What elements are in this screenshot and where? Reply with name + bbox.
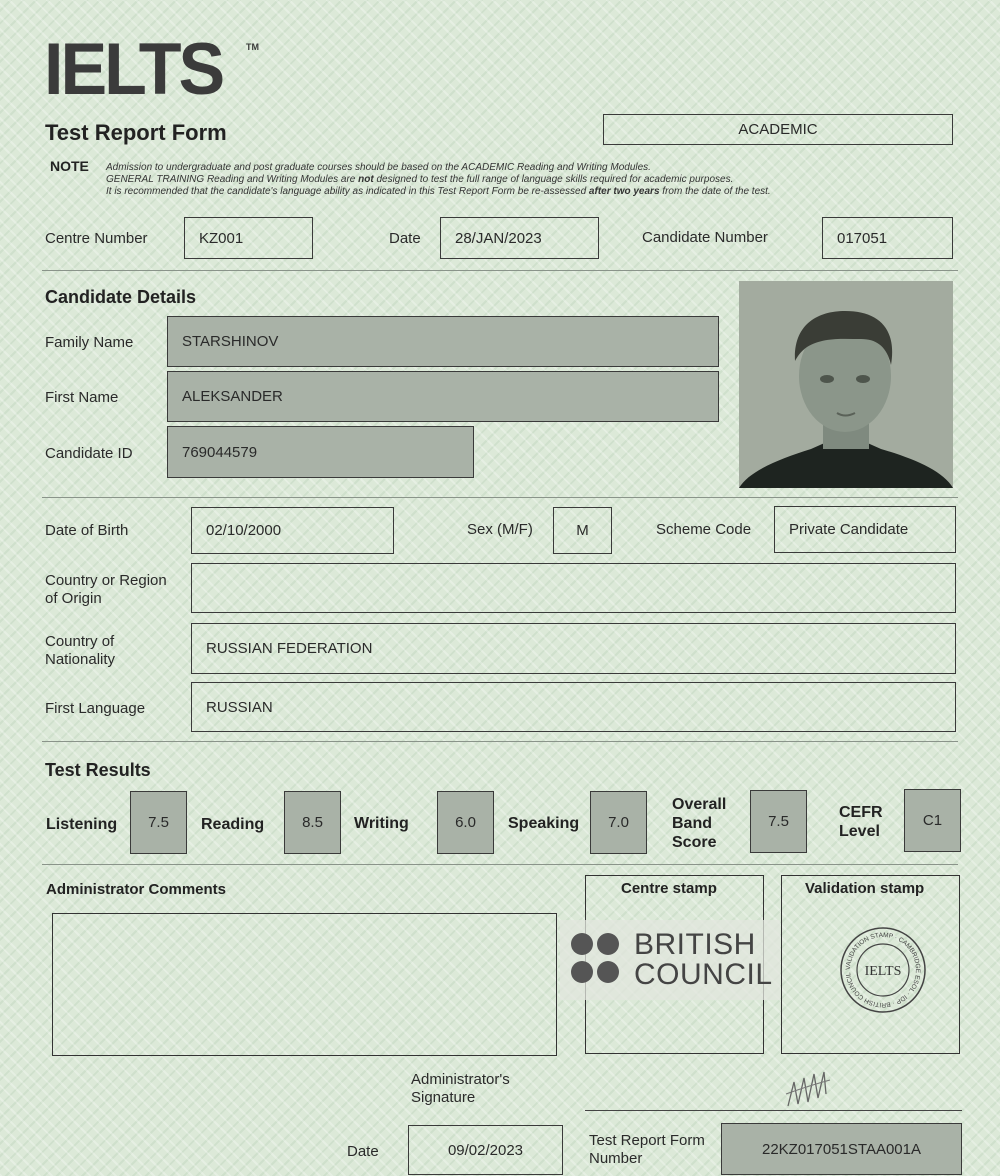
seal-center-text: IELTS (864, 964, 902, 979)
centre-number-field: KZ001 (184, 217, 313, 259)
admin-signature-label-2: Signature (411, 1089, 476, 1106)
writing-score: 6.0 (437, 791, 494, 854)
note-line-1: Admission to undergraduate and post graduate courses should be based on the ACADEMIC Reading and Writing Modules. (106, 162, 651, 173)
british-council-wordmark (634, 930, 773, 990)
reading-score: 8.5 (284, 791, 341, 854)
first-name-field: ALEKSANDER (167, 371, 719, 422)
divider-2 (42, 497, 958, 498)
signature-line (585, 1110, 962, 1111)
ielts-logo (44, 30, 222, 108)
divider-4 (42, 864, 958, 865)
sex-field: M (553, 507, 612, 554)
trademark-mark: TM (246, 42, 259, 52)
family-name-field: STARSHINOV (167, 316, 719, 367)
listening-label: Listening (46, 816, 118, 833)
note-line-3 (106, 186, 771, 198)
first-language-field: RUSSIAN (191, 682, 956, 732)
ielts-logo-text: IELTS (44, 28, 223, 110)
admin-comments-label: Administrator Comments (46, 881, 227, 898)
issue-date-label: Date (347, 1143, 379, 1160)
note-text (106, 162, 771, 198)
candidate-id-label: Candidate ID (45, 445, 133, 462)
note-line-2c: designed to test the full range of language skills required for academic purposes. (373, 174, 734, 185)
date-label: Date (389, 230, 421, 247)
country-origin-label (45, 572, 167, 608)
country-origin-label-1: Country or Region (45, 572, 167, 589)
british-council-line-1: BRITISH (634, 928, 756, 961)
note-line-3b: after two years (588, 186, 660, 197)
note-line-2a: GENERAL TRAINING Reading and Writing Modules are (106, 174, 359, 185)
note-line-3a: It is recommended that the candidate's language ability as indicated in this Test Report Form be re-assessed (106, 186, 589, 197)
cefr-label-1: CEFR (839, 804, 883, 821)
centre-stamp-label: Centre stamp (621, 880, 717, 897)
overall-label-2: Band (672, 815, 712, 832)
trf-label-1: Test Report Form (589, 1132, 705, 1149)
overall-label-3: Score (672, 834, 717, 851)
trf-label-2: Number (589, 1150, 643, 1167)
nationality-label (45, 633, 115, 669)
candidate-id-field: 769044579 (167, 426, 474, 478)
admin-signature-label-1: Administrator's (411, 1071, 510, 1088)
candidate-details-heading: Candidate Details (45, 287, 197, 307)
candidate-photo (739, 281, 953, 488)
writing-label: Writing (354, 815, 409, 832)
note-label: NOTE (50, 158, 89, 174)
british-council-dots-icon (568, 928, 632, 992)
speaking-score: 7.0 (590, 791, 647, 854)
country-origin-label-2: of Origin (45, 590, 102, 607)
validation-stamp-label: Validation stamp (805, 880, 925, 897)
overall-label-1: Overall (672, 796, 727, 813)
validation-seal-icon (838, 925, 928, 1015)
sex-label: Sex (M/F) (467, 521, 533, 538)
candidate-photo-image (739, 281, 953, 488)
overall-band-label (672, 795, 726, 852)
issue-date-field: 09/02/2023 (408, 1125, 563, 1175)
candidate-number-field: 017051 (822, 217, 953, 259)
country-origin-field (191, 563, 956, 613)
cefr-label (839, 803, 883, 841)
nationality-label-1: Country of (45, 633, 115, 650)
module-box: ACADEMIC (603, 114, 953, 145)
nationality-field: RUSSIAN FEDERATION (191, 623, 956, 674)
validation-seal (838, 925, 928, 1015)
nationality-label-2: Nationality (45, 651, 116, 668)
note-line-3c: from the date of the test. (659, 186, 771, 197)
cefr-level: C1 (904, 789, 961, 852)
cefr-label-2: Level (839, 823, 880, 840)
first-name-label: First Name (45, 389, 119, 406)
listening-score: 7.5 (130, 791, 187, 854)
trf-number-label (589, 1132, 705, 1168)
divider-3 (42, 741, 958, 742)
divider-1 (42, 270, 958, 271)
centre-number-label: Centre Number (45, 230, 148, 247)
speaking-label: Speaking (508, 815, 580, 832)
signature-scribble-icon (778, 1064, 838, 1114)
seal-ring-text: VALIDATION STAMP · CAMBRIDGE ESOL · IDP · BRITISH COUNCIL (844, 931, 922, 1009)
family-name-label: Family Name (45, 334, 134, 351)
test-results-heading: Test Results (45, 760, 151, 780)
scheme-code-field: Private Candidate (774, 506, 956, 553)
note-line-2 (106, 174, 771, 186)
overall-band-score: 7.5 (750, 790, 807, 853)
british-council-stamp (560, 920, 780, 1000)
dob-label: Date of Birth (45, 522, 129, 539)
page-title: Test Report Form (45, 120, 227, 145)
british-council-line-2: COUNCIL (634, 958, 773, 991)
dob-field: 02/10/2000 (191, 507, 394, 554)
test-date-field: 28/JAN/2023 (440, 217, 599, 259)
trf-number-field: 22KZ017051STAA001A (721, 1123, 962, 1175)
scheme-code-label: Scheme Code (656, 521, 752, 538)
note-line-2b: not (358, 174, 374, 185)
admin-comments-box (52, 913, 557, 1056)
first-language-label: First Language (45, 700, 146, 717)
candidate-number-label: Candidate Number (642, 229, 768, 246)
reading-label: Reading (201, 816, 265, 833)
admin-signature-label (411, 1071, 510, 1107)
